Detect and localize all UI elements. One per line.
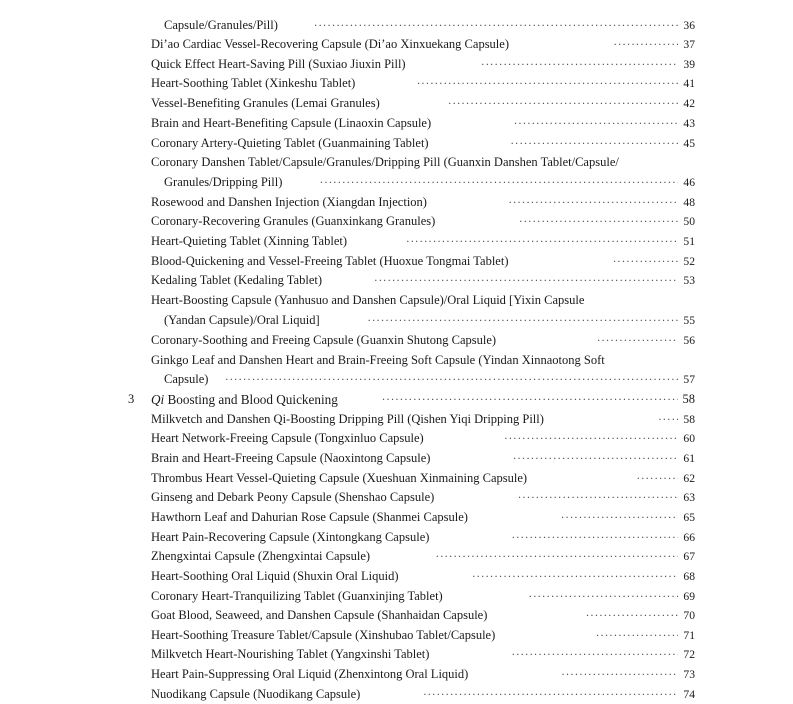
- toc-entry[interactable]: [0, 16, 793, 35]
- toc-entry-text: Granules/Dripping Pill): [164, 175, 283, 189]
- toc-page-number: 55: [683, 314, 695, 327]
- dot-leader: [561, 508, 678, 527]
- toc-page-number: 72: [683, 648, 695, 661]
- dot-leader: [586, 606, 678, 625]
- toc-entry-title: [151, 488, 434, 507]
- toc-entry-title: [164, 173, 282, 192]
- toc-entry[interactable]: [0, 488, 793, 507]
- toc-entry[interactable]: [0, 212, 793, 231]
- toc-entry[interactable]: [0, 114, 793, 133]
- dot-leader: [514, 114, 678, 133]
- dot-leader: [504, 429, 678, 448]
- toc-entry-title: [151, 232, 347, 251]
- toc-entry-text: Heart-Boosting Capsule (Yanhusuo and Danshen Capsule)/Oral Liquid [Yixin Capsule: [151, 293, 585, 307]
- toc-entry[interactable]: [0, 626, 793, 645]
- toc-entry[interactable]: [0, 134, 793, 153]
- toc-page-number: 67: [683, 550, 695, 563]
- toc-entry-title: [151, 587, 443, 606]
- toc-entry-text: Rosewood and Danshen Injection (Xiangdan Injection): [151, 195, 427, 209]
- toc-page-number: 65: [683, 511, 695, 524]
- toc-entry-title: [151, 547, 370, 566]
- toc-entry-title: [151, 35, 509, 54]
- toc-page-number: 63: [683, 491, 695, 504]
- toc-entry-text: Heart-Soothing Tablet (Xinkeshu Tablet): [151, 76, 356, 90]
- toc-entry[interactable]: [0, 173, 793, 192]
- toc-entry-title: [164, 311, 320, 330]
- toc-entry[interactable]: [0, 685, 793, 704]
- dot-leader: [596, 626, 678, 645]
- toc-entry[interactable]: [0, 665, 793, 684]
- toc-entry-title: [151, 685, 360, 704]
- dot-leader: [513, 449, 678, 468]
- dot-leader: [511, 528, 678, 547]
- dot-leader: [636, 469, 678, 488]
- toc-entry-text: Kedaling Tablet (Kedaling Tablet): [151, 273, 322, 287]
- toc-entry[interactable]: [0, 547, 793, 566]
- toc-entry[interactable]: [0, 410, 793, 429]
- toc-entry-title: [151, 114, 431, 133]
- toc-entry-text: Coronary Artery-Quieting Tablet (Guanmaining Tablet): [151, 136, 429, 150]
- toc-page-number: 70: [683, 609, 695, 622]
- toc-entry-title: [151, 429, 424, 448]
- toc-entry-title: [151, 134, 429, 153]
- toc-page-number: 39: [683, 58, 695, 71]
- toc-page-number: 53: [683, 274, 695, 287]
- toc-page-number: 43: [683, 117, 695, 130]
- toc-page-number: 58: [683, 413, 695, 426]
- toc-page-number: 68: [683, 570, 695, 583]
- dot-leader: [613, 35, 678, 54]
- toc-entry[interactable]: [0, 587, 793, 606]
- toc-page-number: 57: [683, 373, 695, 386]
- toc-entry-title: [151, 331, 496, 350]
- toc-entry-title: [151, 94, 380, 113]
- toc-entry-text: Heart Pain-Recovering Capsule (Xintongkang Capsule): [151, 530, 430, 544]
- toc-page-number: 73: [683, 668, 695, 681]
- dot-leader: [374, 271, 678, 290]
- toc-entry[interactable]: [0, 331, 793, 350]
- toc-entry-text: Ginseng and Debark Peony Capsule (Shenshao Capsule): [151, 490, 435, 504]
- toc-entry[interactable]: [0, 55, 793, 74]
- toc-entry-title: [151, 390, 338, 409]
- dot-leader: [528, 587, 678, 606]
- toc-entry-title: [151, 469, 527, 488]
- toc-entry-title: [151, 271, 322, 290]
- dot-leader: [320, 173, 678, 192]
- toc-entry-text: Coronary-Recovering Granules (Guanxinkang Granules): [151, 214, 436, 228]
- toc-entry[interactable]: [0, 370, 793, 389]
- toc-entry[interactable]: [0, 429, 793, 448]
- toc-entry-title: [151, 665, 468, 684]
- dot-leader: [510, 134, 678, 153]
- dot-leader: [417, 74, 678, 93]
- dot-leader: [225, 370, 678, 389]
- toc-entry[interactable]: [0, 232, 793, 251]
- toc-page-number: 52: [683, 255, 695, 268]
- dot-leader: [481, 55, 678, 74]
- toc-entry[interactable]: [0, 252, 793, 271]
- toc-entry-text: Brain and Heart-Benefiting Capsule (Linaoxin Capsule): [151, 116, 432, 130]
- toc-entry-text: Heart-Soothing Oral Liquid (Shuxin Oral Liquid): [151, 569, 399, 583]
- toc-page-number: 37: [683, 38, 695, 51]
- toc-entry-text: Capsule/Granules/Pill): [164, 18, 278, 32]
- toc-entry-title: [151, 55, 406, 74]
- toc-entry[interactable]: [0, 351, 793, 370]
- toc-entry[interactable]: [0, 508, 793, 527]
- dot-leader: [382, 390, 678, 409]
- toc-entry[interactable]: [0, 645, 793, 664]
- toc-entry-title: [164, 370, 208, 389]
- toc-entry-text: Boosting and Blood Quickening: [164, 392, 338, 407]
- toc-page-number: 48: [683, 196, 695, 209]
- toc-page-number: 56: [683, 334, 695, 347]
- toc-entry[interactable]: [0, 528, 793, 547]
- dot-leader: [448, 94, 678, 113]
- toc-entry[interactable]: [0, 606, 793, 625]
- toc-entry-title: [151, 606, 487, 625]
- toc-entry-text: (Yandan Capsule)/Oral Liquid]: [164, 313, 320, 327]
- toc-page-number: 62: [683, 472, 695, 485]
- toc-entry-text: Vessel-Benefiting Granules (Lemai Granules): [151, 96, 380, 110]
- section-number: 3: [128, 392, 135, 406]
- toc-entry-text: Coronary-Soothing and Freeing Capsule (Guanxin Shutong Capsule): [151, 333, 497, 347]
- toc-page-number: 71: [683, 629, 695, 642]
- toc-entry-title: [151, 449, 430, 468]
- dot-leader: [511, 645, 678, 664]
- toc-page-number: 42: [683, 97, 695, 110]
- toc-entry-title: [151, 528, 429, 547]
- toc-entry-title: [151, 212, 435, 231]
- dot-leader: [435, 547, 678, 566]
- toc-page-number: 69: [683, 590, 695, 603]
- dot-leader: [472, 567, 678, 586]
- toc-entry-title: [151, 508, 468, 527]
- toc-entry[interactable]: [0, 35, 793, 54]
- toc-entry-title: [151, 567, 399, 586]
- toc-page-number: 51: [683, 235, 695, 248]
- toc-entry-title: [151, 252, 509, 271]
- toc-entry[interactable]: [0, 271, 793, 290]
- dot-leader: [519, 212, 678, 231]
- dot-leader: [406, 232, 678, 251]
- toc-entry-text: Nuodikang Capsule (Nuodikang Capsule): [151, 687, 361, 701]
- dot-leader: [314, 16, 678, 35]
- toc-page-number: 66: [683, 531, 695, 544]
- toc-entry[interactable]: [0, 291, 793, 310]
- toc-entry-text: Coronary Danshen Tablet/Capsule/Granules/Dripping Pill (Guanxin Danshen Tablet/Capsule/: [151, 155, 619, 169]
- toc-page-number: 50: [683, 215, 695, 228]
- toc-entry-text: Capsule): [164, 372, 209, 386]
- dot-leader: [597, 331, 678, 350]
- toc-entry-title: [151, 74, 355, 93]
- toc-entry[interactable]: [0, 193, 793, 212]
- toc-entry-title: [151, 410, 544, 429]
- toc-entry-text: Di’ao Cardiac Vessel-Recovering Capsule (Di’ao Xinxuekang Capsule): [151, 37, 509, 51]
- toc-entry[interactable]: [0, 469, 793, 488]
- toc-entry-title-italic: Qi: [151, 392, 165, 407]
- dot-leader: [423, 685, 678, 704]
- toc-entry-text: Hawthorn Leaf and Dahurian Rose Capsule (Shanmei Capsule): [151, 510, 468, 524]
- toc-entry-title: [151, 193, 427, 212]
- toc-entry-text: Zhengxintai Capsule (Zhengxintai Capsule): [151, 549, 371, 563]
- toc-entry-title: [151, 153, 619, 172]
- toc-page-number: 74: [683, 688, 695, 701]
- dot-leader: [658, 410, 678, 429]
- toc-entry-title: [151, 626, 495, 645]
- toc-entry[interactable]: [0, 311, 793, 330]
- toc-entry-text: Milkvetch Heart-Nourishing Tablet (Yangxinshi Tablet): [151, 647, 430, 661]
- toc-entry-text: Goat Blood, Seaweed, and Danshen Capsule (Shanhaidan Capsule): [151, 608, 488, 622]
- toc-entry-text: Heart Pain-Suppressing Oral Liquid (Zhenxintong Oral Liquid): [151, 667, 469, 681]
- dot-leader: [613, 252, 678, 271]
- toc-entry-text: Ginkgo Leaf and Danshen Heart and Brain-Freeing Soft Capsule (Yindan Xinnaotong Soft: [151, 353, 605, 367]
- toc-entry-text: Brain and Heart-Freeing Capsule (Naoxintong Capsule): [151, 451, 431, 465]
- toc-section-heading[interactable]: [0, 390, 793, 409]
- dot-leader: [367, 311, 678, 330]
- toc-entry-title: [151, 351, 605, 370]
- toc-entry-title: [151, 291, 584, 310]
- toc-entry-text: Blood-Quickening and Vessel-Freeing Tablet (Huoxue Tongmai Tablet): [151, 254, 509, 268]
- toc-page-number: 60: [683, 432, 695, 445]
- toc-entry-title: [164, 16, 278, 35]
- dot-leader: [518, 488, 678, 507]
- toc-entry-text: Heart Network-Freeing Capsule (Tongxinluo Capsule): [151, 431, 424, 445]
- toc-entry[interactable]: [0, 449, 793, 468]
- toc-entry-text: Coronary Heart-Tranquilizing Tablet (Guanxinjing Tablet): [151, 589, 443, 603]
- toc-page-number: 61: [683, 452, 695, 465]
- toc-page-number: 36: [683, 19, 695, 32]
- dot-leader: [508, 193, 678, 212]
- toc-entry[interactable]: [0, 153, 793, 172]
- toc-page-number: 46: [683, 176, 695, 189]
- toc-entry[interactable]: [0, 94, 793, 113]
- dot-leader: [561, 665, 678, 684]
- toc-entry-text: Milkvetch and Danshen Qi-Boosting Dripping Pill (Qishen Yiqi Dripping Pill): [151, 412, 544, 426]
- toc-page-number: 41: [683, 77, 695, 90]
- toc-entry[interactable]: [0, 74, 793, 93]
- toc-page-number: 45: [683, 137, 695, 150]
- toc-entry[interactable]: [0, 567, 793, 586]
- toc-entry-text: Quick Effect Heart-Saving Pill (Suxiao Jiuxin Pill): [151, 57, 406, 71]
- toc-entry-text: Heart-Quieting Tablet (Xinning Tablet): [151, 234, 347, 248]
- toc-page-number: 58: [682, 392, 695, 406]
- toc-entry-text: Heart-Soothing Treasure Tablet/Capsule (Xinshubao Tablet/Capsule): [151, 628, 496, 642]
- toc-entry-title: [151, 645, 429, 664]
- toc-entry-text: Thrombus Heart Vessel-Quieting Capsule (Xueshuan Xinmaining Capsule): [151, 471, 528, 485]
